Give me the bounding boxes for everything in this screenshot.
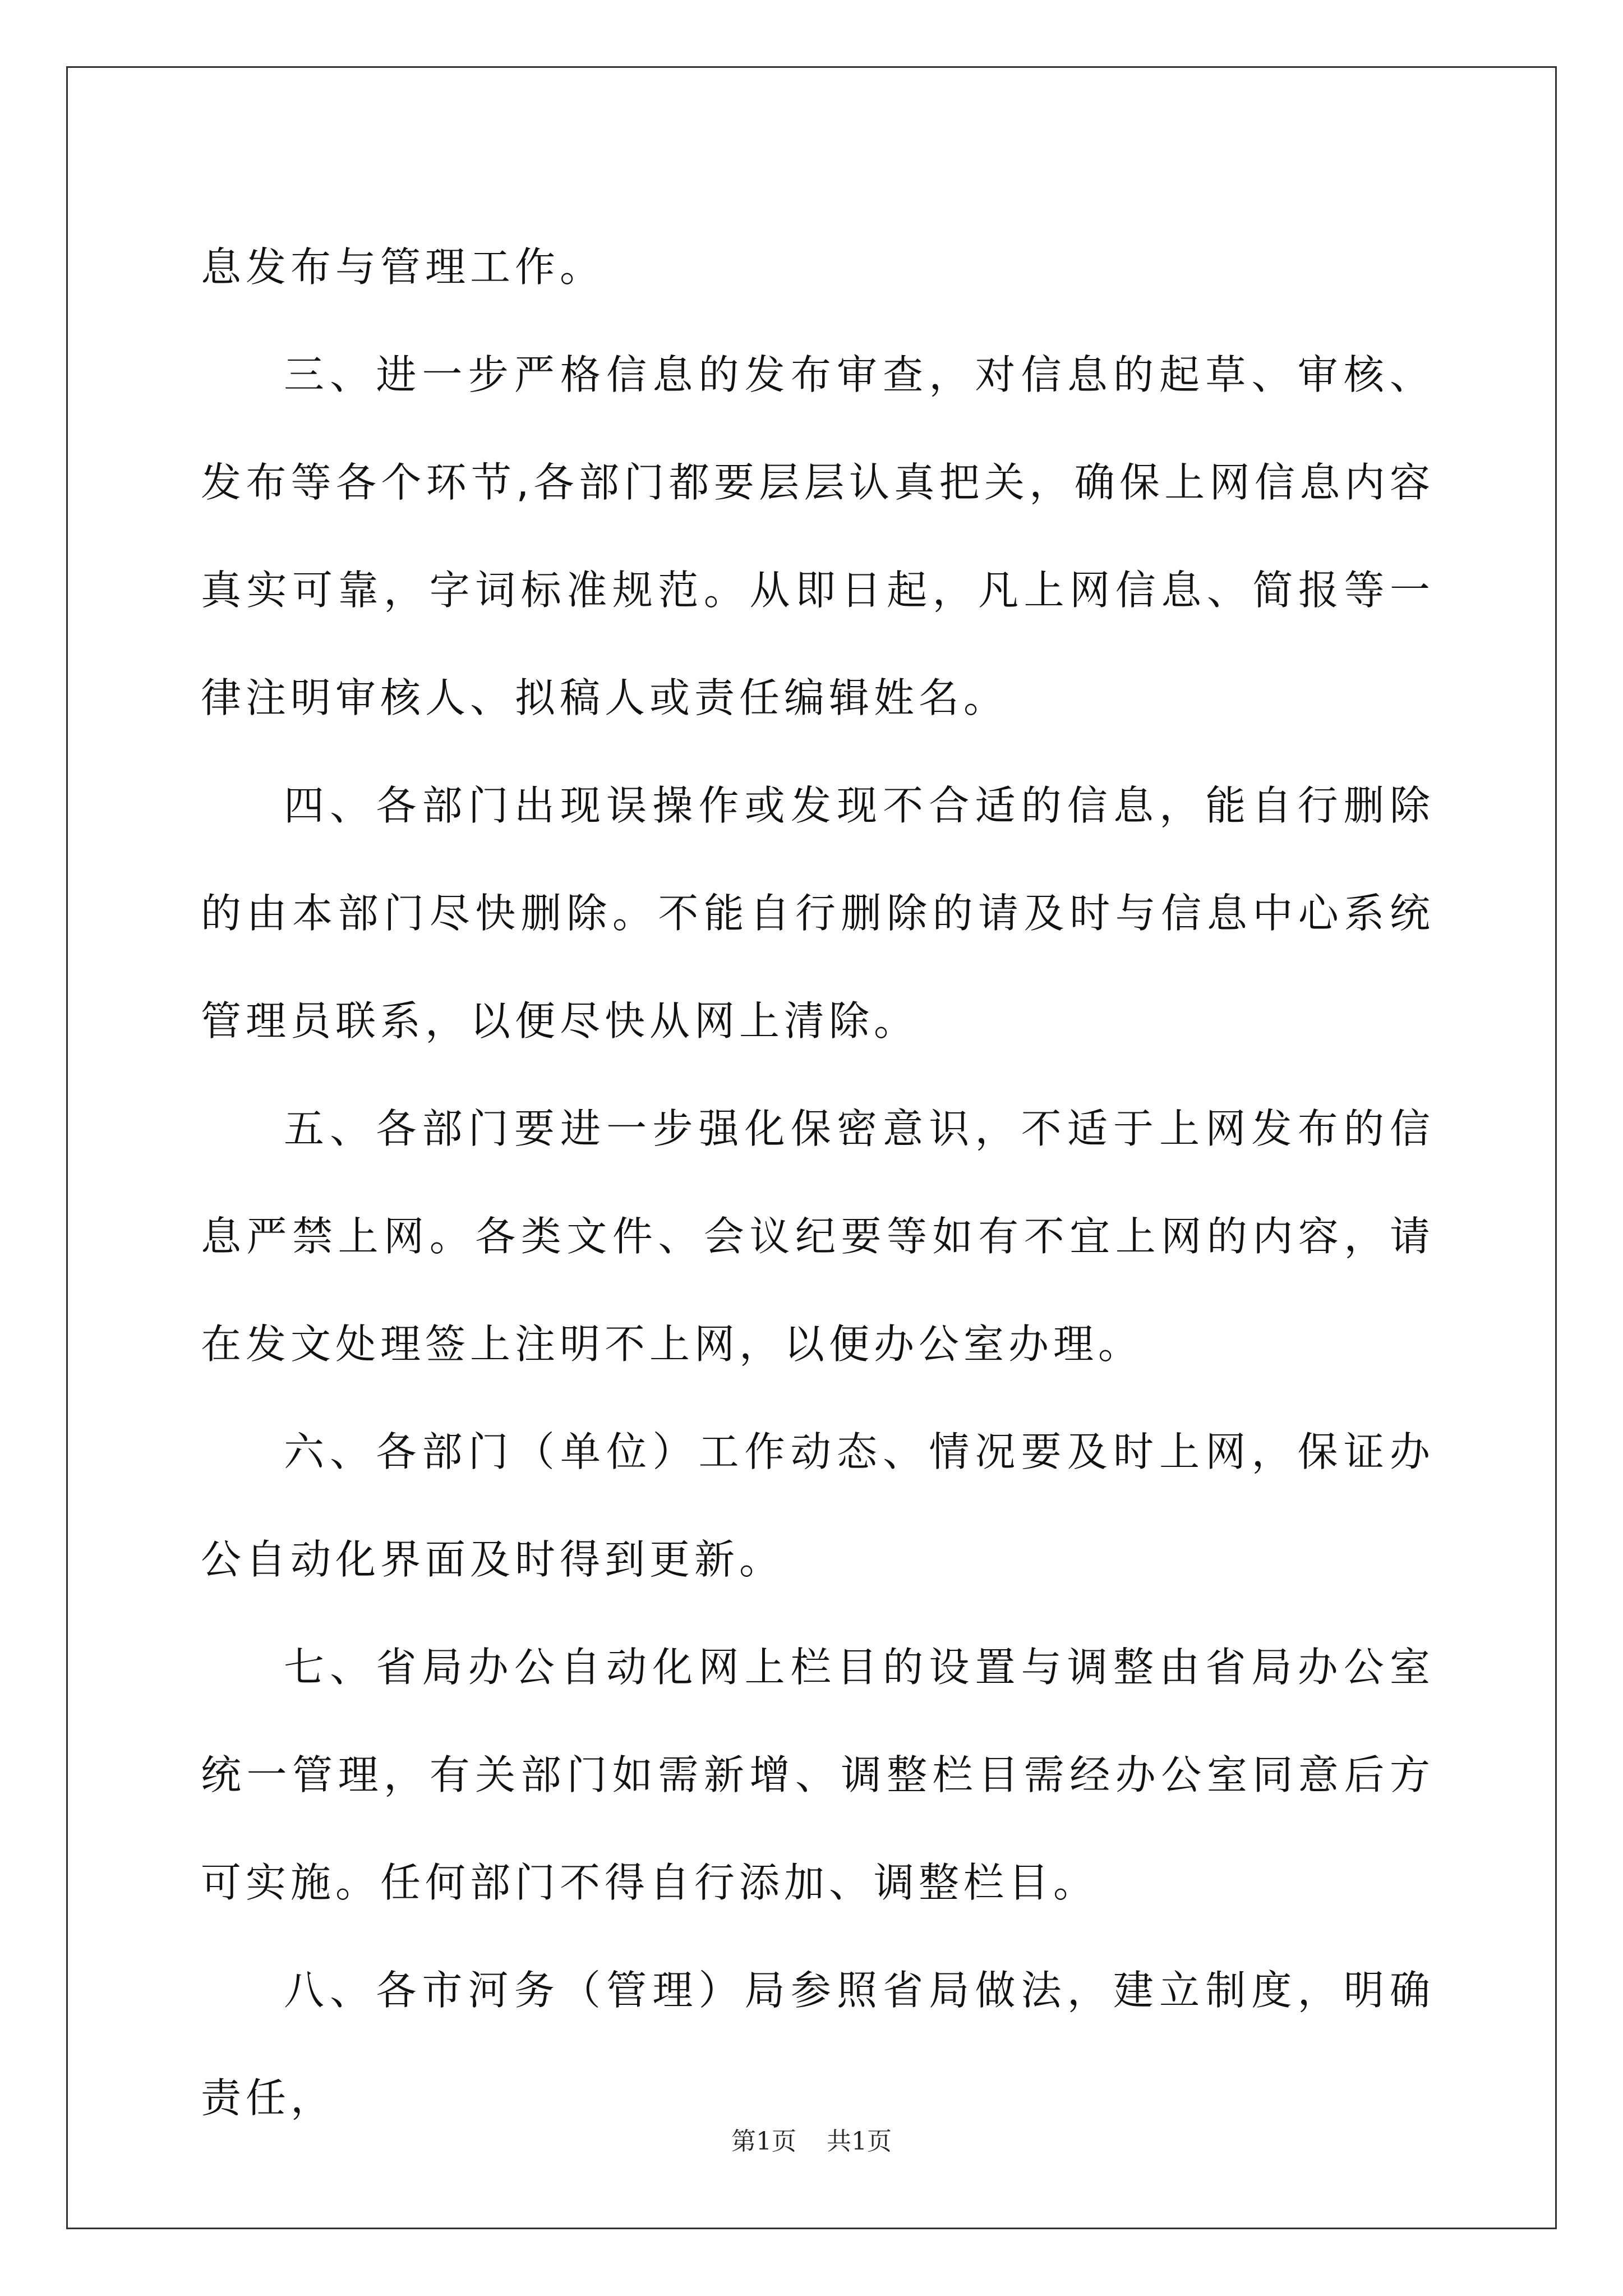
paragraph-continued: 息发布与管理工作。 bbox=[201, 243, 605, 291]
paragraph-item-5: 五、各部门要进一步强化保密意识，不适于上网发布的信息严禁上网。各类文件、会议纪要等如有不宜上网的内容，请在发文处理签上注明不上网，以便办公室办理。 bbox=[201, 1105, 1435, 1368]
paragraph-item-3: 三、进一步严格信息的发布审查，对信息的起草、审核、发布等各个环节,各部门都要层层认真把关，确保上网信息内容真实可靠，字词标准规范。从即日起，凡上网信息、简报等一律注明审核人、拟稿人或责任编辑姓名。 bbox=[201, 351, 1435, 721]
paragraph-item-6: 六、各部门（单位）工作动态、情况要及时上网，保证办公自动化界面及时得到更新。 bbox=[201, 1428, 1435, 1583]
document-body bbox=[201, 213, 1435, 2152]
page-footer bbox=[0, 2125, 1623, 2159]
page-number-current: 第1页 bbox=[731, 2127, 796, 2156]
paragraph-item-7: 七、省局办公自动化网上栏目的设置与调整由省局办公室统一管理，有关部门如需新增、调整栏目需经办公室同意后方可实施。任何部门不得自行添加、调整栏目。 bbox=[201, 1644, 1435, 1906]
page-number-total: 共1页 bbox=[827, 2127, 892, 2156]
paragraph-item-4: 四、各部门出现误操作或发现不合适的信息，能自行删除的由本部门尽快删除。不能自行删除的请及时与信息中心系统管理员联系，以便尽快从网上清除。 bbox=[201, 782, 1435, 1045]
paragraph-item-8: 八、各市河务（管理）局参照省局做法，建立制度，明确责任， bbox=[201, 1967, 1435, 2122]
